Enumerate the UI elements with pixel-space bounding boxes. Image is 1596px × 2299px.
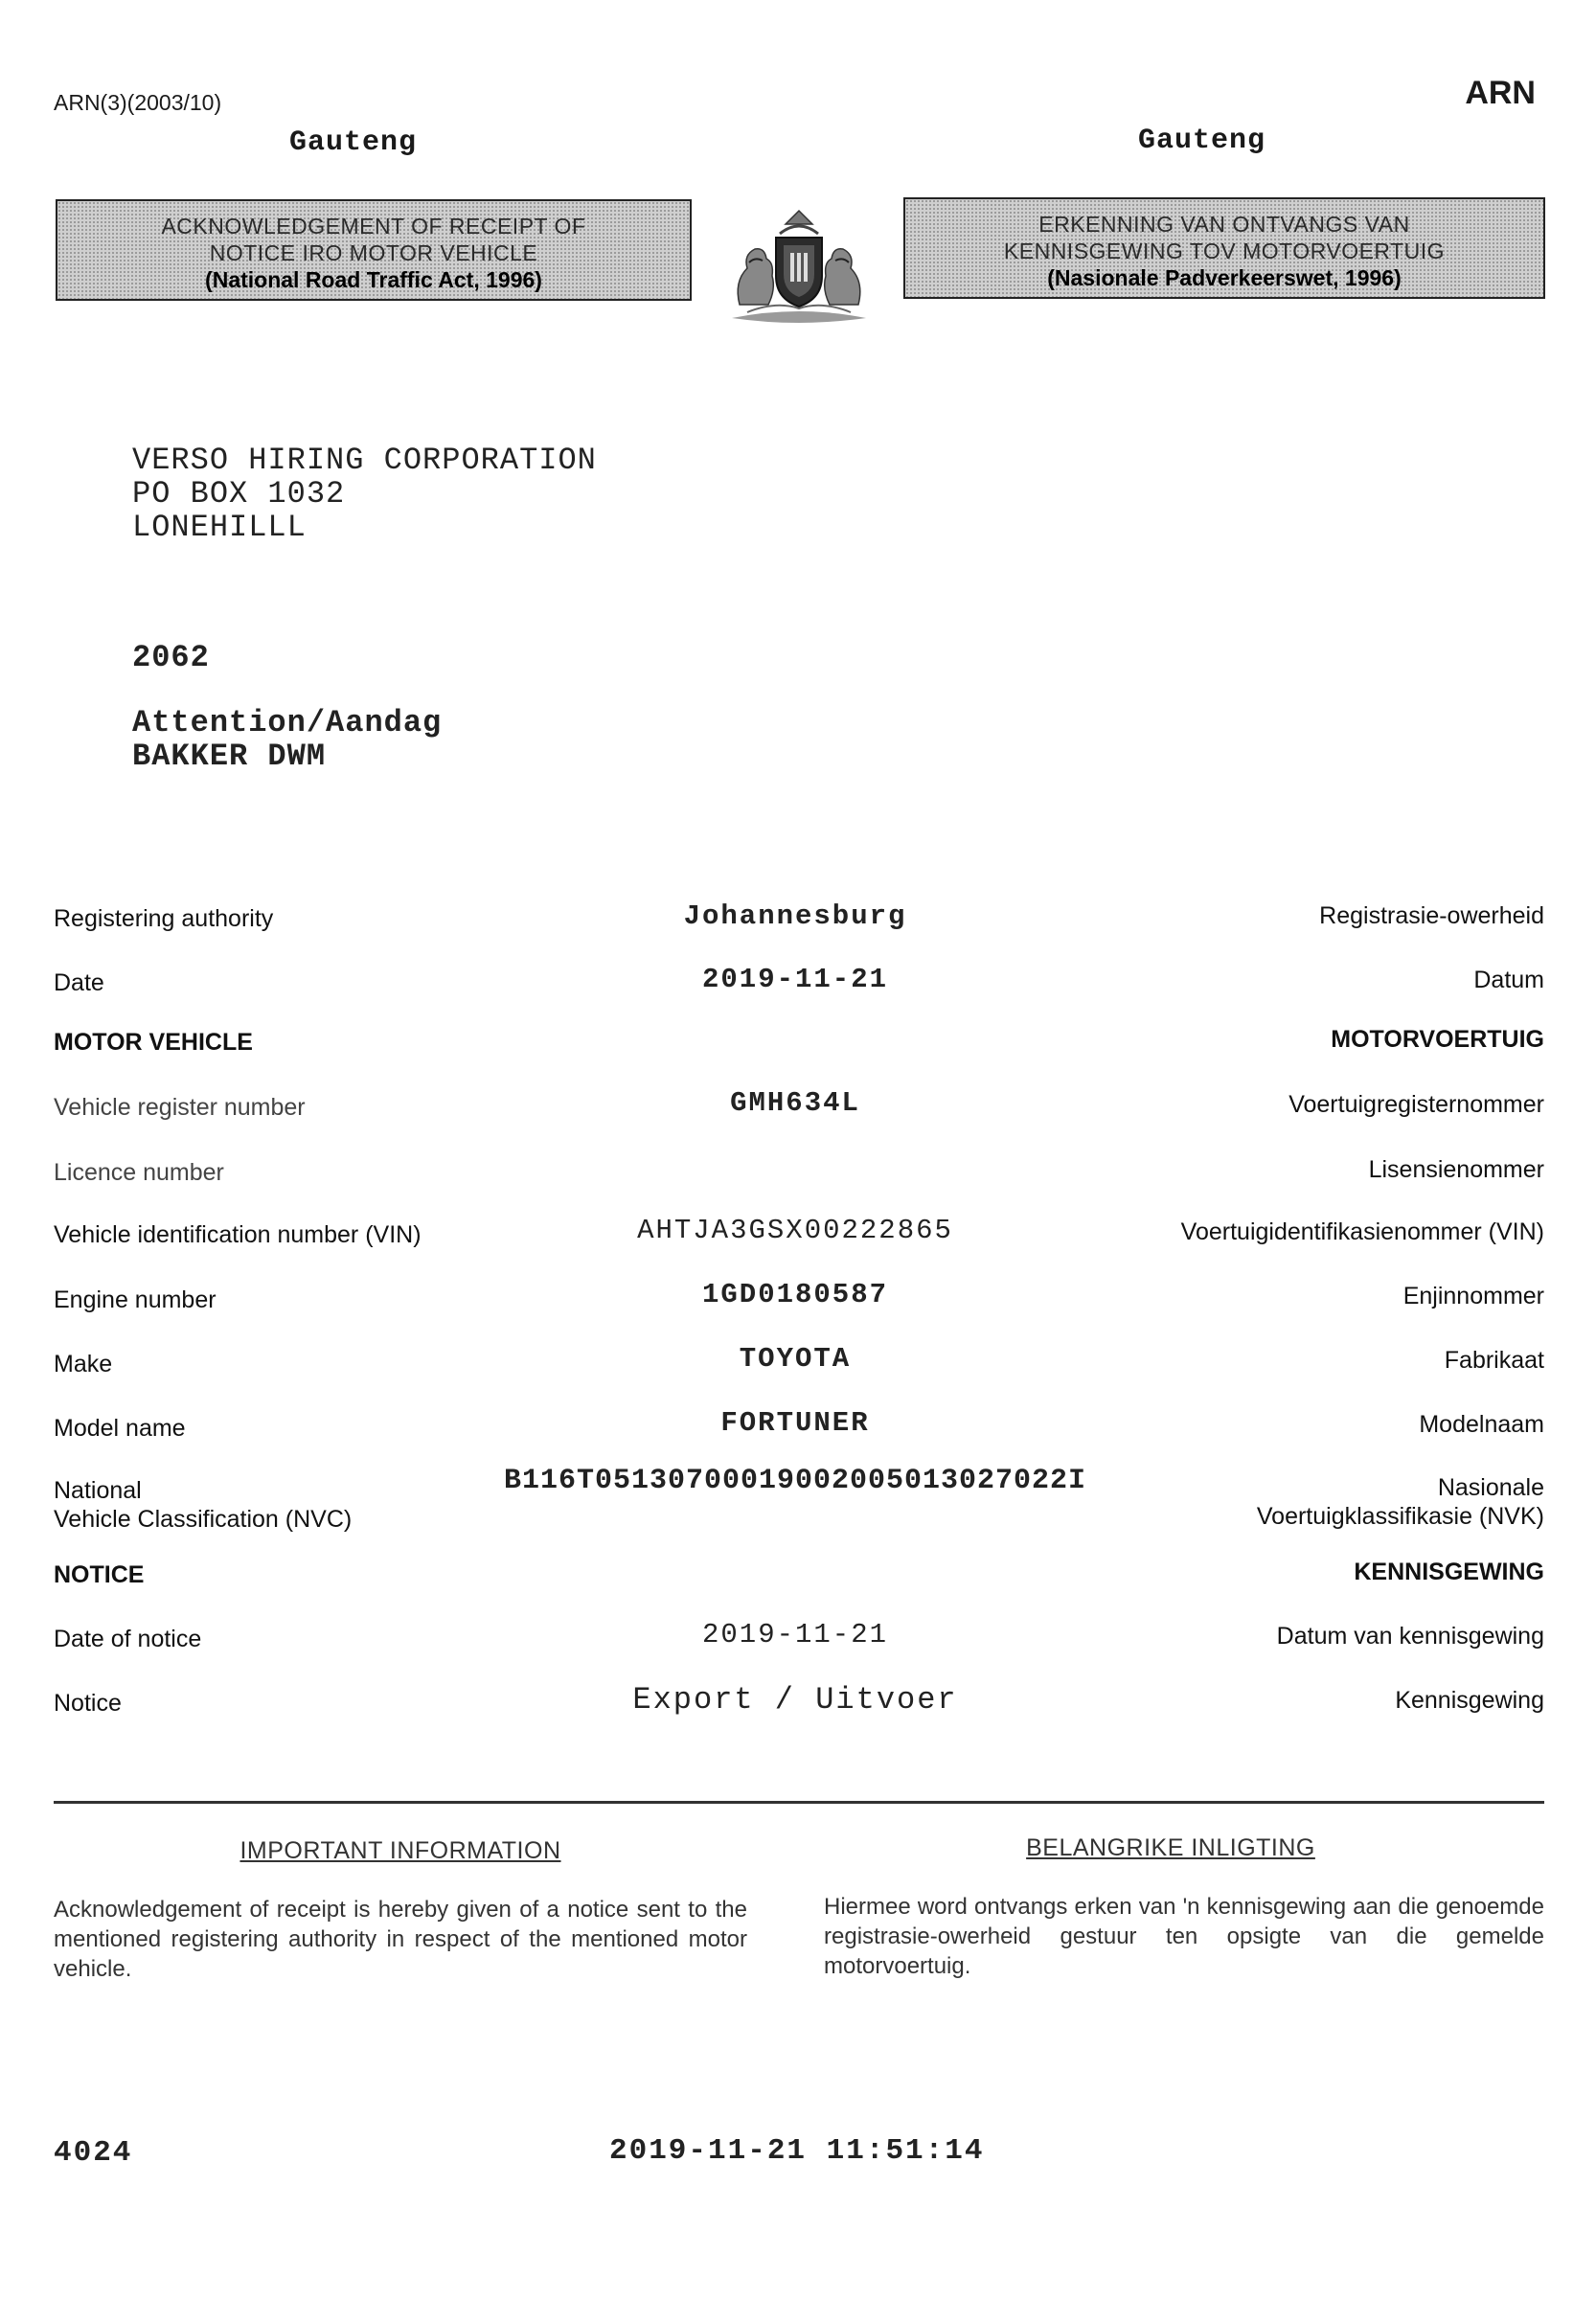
registering-authority-label-af: Registrasie-owerheid xyxy=(1319,902,1544,929)
title-en-line2: NOTICE IRO MOTOR VEHICLE xyxy=(209,240,538,265)
licence-number-label: Licence number xyxy=(54,1159,224,1186)
notice-heading: NOTICE xyxy=(54,1561,145,1588)
nvc-label-line2: Vehicle Classification (NVC) xyxy=(54,1506,353,1533)
address-line-1: VERSO HIRING CORPORATION xyxy=(132,443,597,478)
date-of-notice-label-af: Datum van kennisgewing xyxy=(1276,1623,1544,1650)
registering-authority-label: Registering authority xyxy=(54,905,274,932)
date-of-notice-label: Date of notice xyxy=(54,1626,202,1652)
register-number-label: Vehicle register number xyxy=(54,1094,306,1121)
title-box-english xyxy=(56,199,692,301)
belangrike-inligting-text: Hiermee word ontvangs erken van 'n kennisgewing aan die genoemde registrasie-owerheid gestuur ten opsigte van die gemelde motorvoertuig. xyxy=(824,1894,1544,1979)
footer-number: 4024 xyxy=(54,2136,133,2170)
notice-heading-af: KENNISGEWING xyxy=(1354,1559,1544,1585)
title-en-line3: (National Road Traffic Act, 1996) xyxy=(205,267,542,292)
register-number-value: GMH634L xyxy=(730,1087,860,1119)
postal-code: 2062 xyxy=(132,640,210,675)
nvc-label-af-line2: Voertuigklassifikasie (NVK) xyxy=(1256,1503,1544,1530)
make-label: Make xyxy=(54,1351,113,1377)
province-left: Gauteng xyxy=(289,126,418,159)
date-label: Date xyxy=(54,969,104,996)
divider xyxy=(54,1801,1544,1804)
date-of-notice-value: 2019-11-21 xyxy=(701,1619,889,1650)
date-value: 2019-11-21 xyxy=(701,964,889,995)
model-name-value: FORTUNER xyxy=(720,1407,870,1439)
date-label-af: Datum xyxy=(1473,967,1544,993)
coat-of-arms-icon xyxy=(718,205,879,330)
nvc-label-line1: National xyxy=(54,1477,142,1504)
form-id: ARN xyxy=(1465,75,1536,111)
engine-number-label-af: Enjinnommer xyxy=(1402,1283,1544,1309)
footer-timestamp: 2019-11-21 11:51:14 xyxy=(609,2134,985,2168)
vin-value: AHTJA3GSX00222865 xyxy=(637,1215,953,1246)
motor-vehicle-heading-af: MOTORVOERTUIG xyxy=(1331,1026,1544,1053)
model-name-label-af: Modelnaam xyxy=(1419,1411,1544,1438)
registering-authority-value: Johannesburg xyxy=(683,900,907,932)
title-af-line3: (Nasionale Padverkeerswet, 1996) xyxy=(1047,265,1402,290)
title-en-line1: ACKNOWLEDGEMENT OF RECEIPT OF xyxy=(161,214,586,239)
motor-vehicle-heading: MOTOR VEHICLE xyxy=(54,1029,253,1056)
address-line-2: PO BOX 1032 xyxy=(132,476,346,512)
title-af-line2: KENNISGEWING TOV MOTORVOERTUIG xyxy=(1003,239,1446,263)
make-label-af: Fabrikaat xyxy=(1444,1347,1544,1374)
engine-number-label: Engine number xyxy=(54,1286,217,1313)
attention-label: Attention/Aandag xyxy=(132,705,443,740)
important-info-heading: IMPORTANT INFORMATION xyxy=(239,1837,561,1864)
notice-label: Notice xyxy=(54,1690,122,1717)
licence-number-label-af: Lisensienommer xyxy=(1368,1156,1544,1183)
register-number-label-af: Voertuigregisternommer xyxy=(1288,1091,1544,1118)
vin-label-af: Voertuigidentifikasienommer (VIN) xyxy=(1180,1218,1544,1245)
nvc-value: B116T05130700019002005013027022I xyxy=(503,1465,1087,1497)
nvc-label-af-line1: Nasionale xyxy=(1437,1474,1544,1501)
important-info-text: Acknowledgement of receipt is hereby given of a notice sent to the mentioned registering authority in respect of the mentioned motor vehicle. xyxy=(54,1897,747,1982)
address-line-3: LONEHILLL xyxy=(132,510,307,545)
belangrike-inligting-heading: BELANGRIKE INLIGTING xyxy=(1026,1834,1315,1861)
vin-label: Vehicle identification number (VIN) xyxy=(54,1221,422,1248)
model-name-label: Model name xyxy=(54,1415,186,1442)
title-af-line1: ERKENNING VAN ONTVANGS VAN xyxy=(1038,212,1410,237)
notice-label-af: Kennisgewing xyxy=(1395,1687,1544,1714)
province-right: Gauteng xyxy=(1138,125,1266,157)
form-code: ARN(3)(2003/10) xyxy=(54,90,222,115)
attention-name: BAKKER DWM xyxy=(132,739,327,774)
notice-value: Export / Uitvoer xyxy=(632,1682,958,1718)
make-value: TOYOTA xyxy=(739,1343,852,1375)
title-box-afrikaans xyxy=(903,197,1545,299)
engine-number-value: 1GD0180587 xyxy=(701,1279,889,1310)
